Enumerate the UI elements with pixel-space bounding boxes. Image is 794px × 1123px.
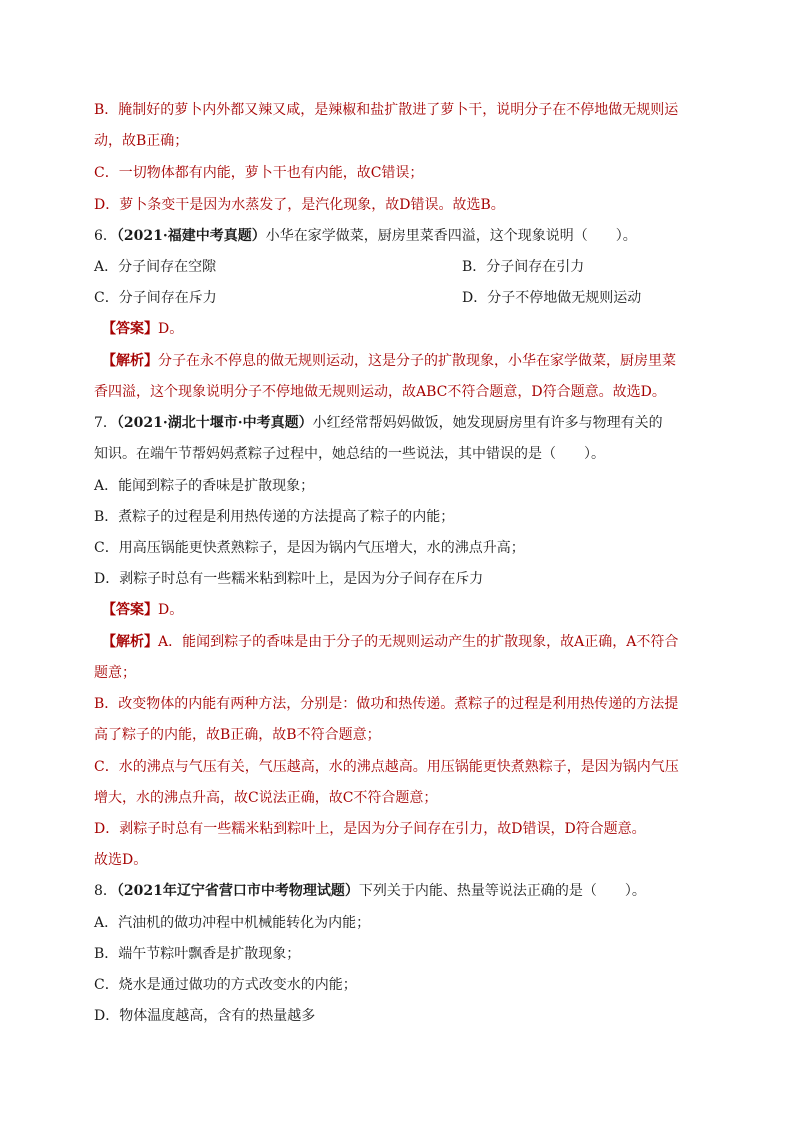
question-6-stem [94, 225, 637, 247]
question-8-option-d: D．物体温度越高，含有的热量越多 [94, 1008, 316, 1024]
question-number: 8． [94, 883, 117, 899]
question-6-options-row2 [94, 287, 642, 309]
question-6-options-row1 [94, 256, 585, 278]
answer-value: D。 [158, 321, 184, 337]
question-text: 小红经常帮妈妈做饭，她发现厨房里有许多与物理有关的 [312, 415, 663, 431]
question-7-conclusion: 故选D。 [94, 852, 148, 868]
option-b: B．分子间存在引力 [462, 259, 585, 275]
question-7-option-c: C．用高压锅能更快煮熟粽子，是因为锅内气压增大，水的沸点升高； [94, 540, 525, 556]
question-7-stem-line1 [94, 412, 663, 434]
question-7-analysis-a-line1 [102, 631, 678, 653]
prev-analysis-b-line2: 动，故B正确； [94, 133, 189, 149]
question-source: （2021年辽宁省营口市中考物理试题） [116, 883, 359, 899]
question-8-option-b: B．端午节粽叶飘香是扩散现象； [94, 946, 301, 962]
prev-analysis-b-line1: B．腌制好的萝卜内外都又辣又咸，是辣椒和盐扩散进了萝卜干，说明分子在不停地做无规则运 [94, 102, 679, 118]
analysis-tag: 【解析】 [102, 353, 158, 369]
question-7-analysis-c-line1: C．水的沸点与气压有关，气压越高，水的沸点越高。用压锅能更快煮熟粽子，是因为锅内气压 [94, 759, 679, 775]
analysis-text: 分子在永不停息的做无规则运动，这是分子的扩散现象，小华在家学做菜，厨房里菜 [158, 353, 676, 369]
option-d: D．分子不停地做无规则运动 [462, 290, 642, 306]
prev-analysis-c: C．一切物体都有内能，萝卜干也有内能，故C错误； [94, 165, 424, 181]
analysis-tag: 【解析】 [102, 634, 158, 650]
answer-tag: 【答案】 [102, 602, 158, 618]
question-8-option-c: C．烧水是通过做功的方式改变水的内能； [94, 977, 357, 993]
question-number: 6． [94, 228, 117, 244]
question-8-stem [94, 880, 646, 902]
question-7-analysis-d: D．剥粽子时总有一些糯米粘到粽叶上，是因为分子间存在引力，故D错误，D符合题意。 [94, 821, 646, 837]
question-7-analysis-c-line2: 增大，水的沸点升高，故C说法正确，故C不符合题意； [94, 790, 438, 806]
question-7-option-a: A．能闻到粽子的香味是扩散现象； [94, 478, 315, 494]
question-7-option-b: B．煮粽子的过程是利用热传递的方法提高了粽子的内能； [94, 509, 455, 525]
question-source: （2021·福建中考真题） [116, 228, 266, 244]
question-6-answer [102, 318, 183, 340]
option-c: C．分子间存在斥力 [94, 290, 217, 306]
question-8-option-a: A．汽油机的做功冲程中机械能转化为内能； [94, 915, 371, 931]
question-7-stem-line2: 知识。在端午节帮妈妈煮粽子过程中，她总结的一些说法，其中错误的是（ ）。 [94, 446, 605, 462]
question-6-analysis-line2: 香四溢，这个现象说明分子不停地做无规则运动，故ABC不符合题意，D符合题意。故选D。 [94, 384, 666, 400]
answer-value: D。 [158, 602, 184, 618]
question-number: 7． [94, 415, 117, 431]
question-7-option-d: D．剥粽子时总有一些糯米粘到粽叶上，是因为分子间存在斥力 [94, 571, 484, 587]
question-7-answer [102, 599, 183, 621]
question-source: （2021·湖北十堰市·中考真题） [116, 415, 313, 431]
question-text: 小华在家学做菜，厨房里菜香四溢，这个现象说明（ ）。 [265, 228, 637, 244]
question-7-analysis-b-line1: B．改变物体的内能有两种方法，分别是：做功和热传递。煮粽子的过程是利用热传递的方法提 [94, 696, 679, 712]
option-a: A．分子间存在空隙 [94, 259, 217, 275]
question-6-analysis-line1 [102, 350, 676, 372]
question-7-analysis-b-line2: 高了粽子的内能，故B正确，故B不符合题意； [94, 727, 381, 743]
question-text: 下列关于内能、热量等说法正确的是（ ）。 [358, 883, 646, 899]
analysis-text: A．能闻到粽子的香味是由于分子的无规则运动产生的扩散现象，故A正确，A不符合 [158, 634, 679, 650]
answer-tag: 【答案】 [102, 321, 158, 337]
question-7-analysis-a-line2: 题意； [94, 665, 136, 681]
prev-analysis-d: D．萝卜条变干是因为水蒸发了，是汽化现象，故D错误。故选B。 [94, 197, 505, 213]
